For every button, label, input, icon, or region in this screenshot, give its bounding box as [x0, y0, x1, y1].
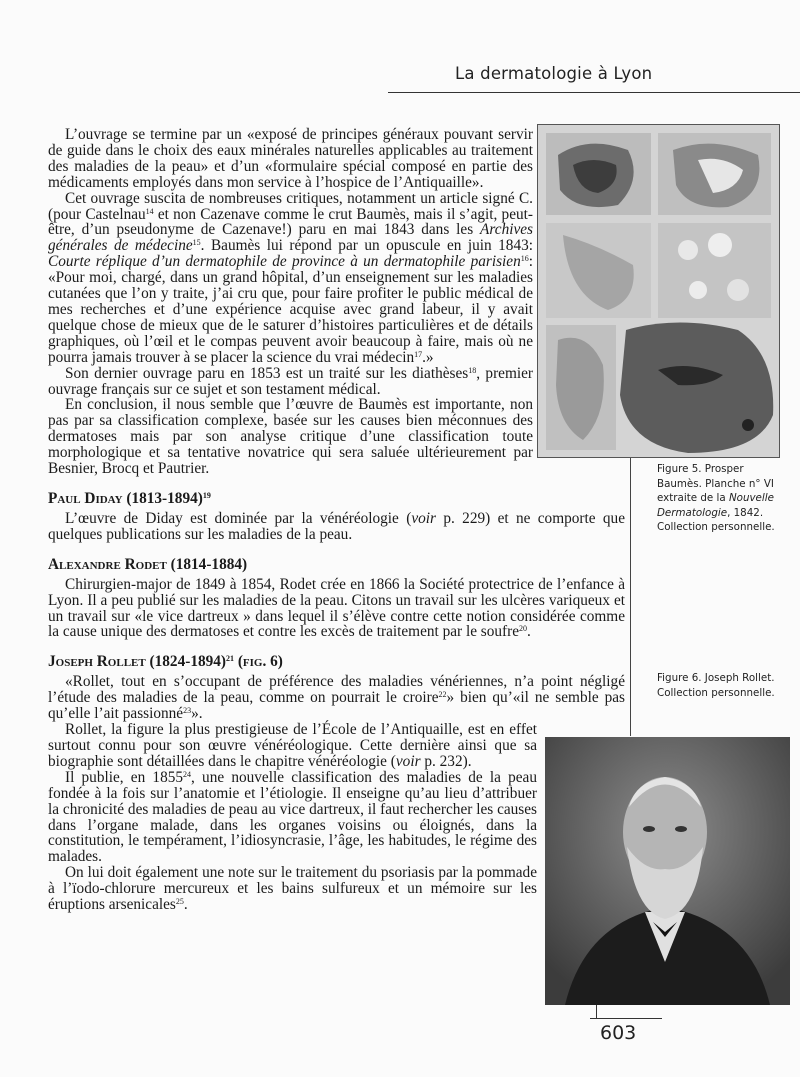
text-run: On lui doit également une note sur le traitement du psoriasis par la pommade à l’ïodo-chlorure mercureux et les bains sulfureux et un mémoire sur les éruptions arsenicales — [48, 864, 537, 914]
text-run: «Rollet, tout en s’occupant de préférence des maladies vénériennes, n’a point négligé l’étude des maladies de la peau, comme on pourrait le croire — [48, 673, 625, 707]
text-run: Chirurgien-major de 1849 à 1854, Rodet crée en 1866 la Société protectrice de l’enfance à Lyon. Il a peu publié sur les maladies de la peau. Citons un travail sur les ulcères variqueux et un travail sur «le vice dartreux » dans lequel il s’élève contre cette notion considérée comme la cause unique des dermatoses et contre les excès de traitement par le soufre — [48, 575, 625, 641]
text-run: Il publie, en 1855 — [65, 768, 184, 786]
footnote-ref: 22 — [438, 690, 447, 700]
italic-text: voir — [411, 509, 436, 527]
text-run: p. 229) et ne comporte que quelques publications sur les maladies de la peau. — [48, 509, 625, 543]
text-run: . Baumès lui répond par un opuscule en juin 1843: — [200, 237, 534, 255]
section-heading — [48, 491, 625, 507]
footnote-ref: 23 — [183, 706, 192, 716]
text-run: Son dernier ouvrage paru en 1853 est un traité sur les diathèses — [65, 364, 469, 382]
figure-5-caption — [657, 462, 777, 535]
text-run: Joseph Rollet (1824-1894) — [48, 653, 227, 671]
footnote-ref: 25 — [175, 897, 184, 907]
text-run: Figure 5. Prosper Baumès. Planche n° VI extraite de la — [657, 463, 774, 504]
page-number-rule — [590, 1018, 662, 1019]
text-run: Cet ouvrage suscita de nombreuses critiques, notamment un article signé C. (pour Castelnau — [48, 189, 533, 223]
footnote-ref: 19 — [202, 490, 211, 500]
footnote-ref: 17 — [414, 349, 423, 359]
text-run: Alexandre Rodet (1814-1884) — [48, 555, 248, 573]
italic-text: Archives générales de médecine — [48, 221, 533, 255]
header-rule — [388, 92, 800, 93]
text-run: L’œuvre de Diday est dominée par la vénéréologie ( — [65, 509, 412, 527]
dermatology-plate-illustration — [538, 125, 779, 457]
text-run: et non Cazenave comme le crut Baumès, mais il s’agit, peut-être, d’un pseudonyme de Cazenave!) paru en mai 1843 dans les — [48, 205, 533, 239]
figure-6-portrait-photo — [545, 737, 790, 1005]
running-header: La dermatologie à Lyon — [455, 64, 653, 83]
caption-divider — [630, 458, 631, 736]
text-run: (fig. 6) — [234, 653, 283, 671]
paragraph — [48, 511, 625, 543]
text-run: : «Pour moi, chargé, dans un grand hôpital, d’un enseignement sur les maladies cutanées que l’on y traite, j’ai cru que, pour faire profiter le public médical de mes recherches et d’une expérience acquise avec grand labeur, il y avait quelque chose de mieux que de le saturer d’histoires particulières et de détails graphiques, où l’œil et le compas peuvent avoir beaucoup à faire, mais où ne pourra jamais trouver à se placer la science du vrai médecin — [48, 253, 533, 366]
text-run: Paul Diday (1813-1894) — [48, 489, 203, 507]
text-run: Rollet, la figure la plus prestigieuse de l’École de l’Antiquaille, est en effet surtout connu pour son œuvre vénéréologique. Cette dernière ainsi que sa biographie sont détaillées dans le chapitre vénéréologie ( — [48, 721, 537, 770]
footnote-ref: 16 — [520, 254, 529, 264]
text-run: . — [183, 896, 188, 914]
footnote-ref: 21 — [226, 654, 235, 664]
italic-text: voir — [395, 752, 421, 770]
figure-5-plate-image — [537, 124, 780, 458]
paragraph — [48, 577, 625, 641]
text-run: En conclusion, il nous semble que l’œuvre de Baumès est importante, non pas par sa classification complexe, basée sur les causes bien méconnues des dermatoses mais par son analyse critique d’une classification toute morphologique et sa tentative novatrice qui sera saluée ultérieurement par Besnier, Brocq et Pautrier. — [48, 396, 533, 478]
text-run: Figure 6. Joseph Rollet. Collection personnelle. — [657, 672, 775, 699]
text-run: . — [527, 623, 531, 641]
text-run: L’ouvrage se termine par un «exposé de principes généraux pouvant servir de guide dans le choix des eaux minérales naturelles applicables au traitement des maladies de la peau» et d’un «formulaire spécial composé en partie des médicaments employés dans mon service à l’hospice de l’Antiquaille». — [48, 126, 533, 191]
italic-text: Nouvelle Dermatologie — [657, 492, 774, 519]
section-heading — [48, 557, 625, 573]
text-run: » bien qu’«il ne semble pas qu’elle l’ait passionné — [48, 689, 625, 723]
text-run: , premier ouvrage français sur ce sujet et son testament médical. — [48, 364, 534, 398]
page-number-rule-vertical — [596, 1005, 597, 1019]
footnote-ref: 14 — [145, 206, 154, 216]
italic-text: Courte réplique d’un dermatophile de province à un dermatophile parisien — [48, 253, 521, 271]
portrait-joseph-rollet — [545, 737, 790, 1005]
footnote-ref: 15 — [192, 238, 201, 248]
footnote-ref: 24 — [183, 769, 192, 779]
section-heading — [48, 654, 625, 670]
text-run: ». — [191, 705, 203, 723]
footnote-ref: 20 — [519, 624, 528, 634]
page-number: 603 — [600, 1022, 637, 1044]
paragraph — [48, 674, 625, 722]
text-run: , 1842. Collection personnelle. — [657, 506, 775, 533]
text-run: .» — [422, 348, 434, 366]
text-run: , une nouvelle classification des maladies de la peau fondée à la fois sur l’anatomie et l’étiologie. Il enseigne qu’au lieu d’attribuer la chronicité des maladies de peau au vice dartreux, il faut rechercher les causes dans l’organe malade, dans les organes voisins ou éloignés, dans la constitution, le tempérament, l’idiosyncrasie, l’âge, les habitudes, le régime des malades. — [48, 768, 537, 866]
footnote-ref: 18 — [468, 365, 477, 375]
figure-6-caption — [657, 671, 777, 700]
text-run: p. 232). — [420, 752, 472, 770]
